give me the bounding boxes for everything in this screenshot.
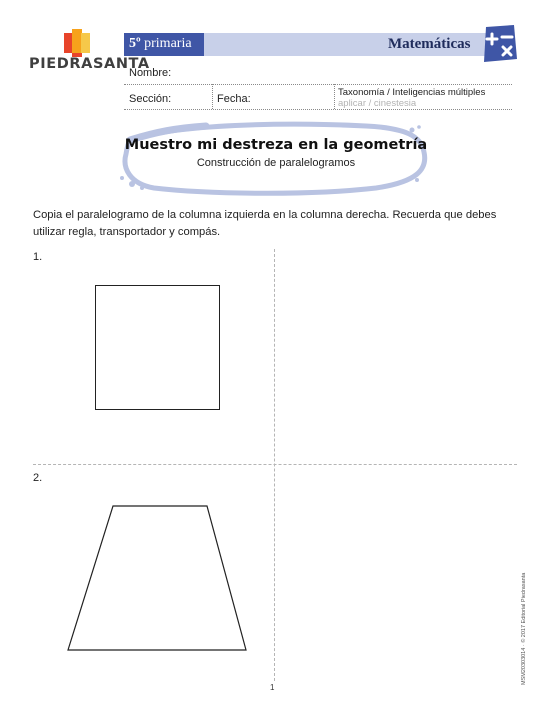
name-label: Nombre: bbox=[129, 67, 172, 79]
name-field-line[interactable] bbox=[124, 84, 512, 85]
section-field-line[interactable] bbox=[124, 109, 512, 110]
page-subtitle: Construcción de paralelogramos bbox=[196, 157, 356, 169]
field-divider bbox=[334, 84, 335, 109]
drawing-area-1[interactable] bbox=[284, 262, 514, 458]
brand-name: PIEDRASANTA bbox=[29, 56, 150, 72]
grade-number: 5º bbox=[129, 36, 141, 51]
book-logo-icon bbox=[64, 29, 90, 57]
copyright-credit: MSM20303014 · © 2017 Editorial Piedrasanta bbox=[521, 572, 527, 685]
field-divider bbox=[212, 84, 213, 109]
row-divider bbox=[33, 464, 517, 465]
taxonomy-label: Taxonomía / Inteligencias múltiples bbox=[338, 87, 486, 98]
grade-label bbox=[129, 36, 192, 52]
column-divider bbox=[274, 249, 275, 681]
trapezoid-shape bbox=[60, 500, 256, 658]
exercise-number: 2. bbox=[33, 472, 43, 484]
instruction-text: Copia el paralelogramo de la columna izquierda en la columna derecha. Recuerda que debes utilizar regla, transportador y compás. bbox=[33, 209, 497, 238]
subject-title: Matemáticas bbox=[388, 36, 471, 52]
page-title: Muestro mi destreza en la geometría bbox=[124, 137, 428, 153]
date-label: Fecha: bbox=[217, 93, 251, 105]
exercise-number: 1. bbox=[33, 251, 43, 263]
page-number: 1 bbox=[270, 683, 275, 692]
taxonomy-values: aplicar / cinestesia bbox=[338, 98, 417, 109]
section-label: Sección: bbox=[129, 93, 172, 105]
grade-level: primaria bbox=[144, 36, 192, 51]
math-operations-icon bbox=[482, 25, 518, 63]
drawing-area-2[interactable] bbox=[284, 472, 514, 672]
square-shape bbox=[95, 285, 220, 410]
